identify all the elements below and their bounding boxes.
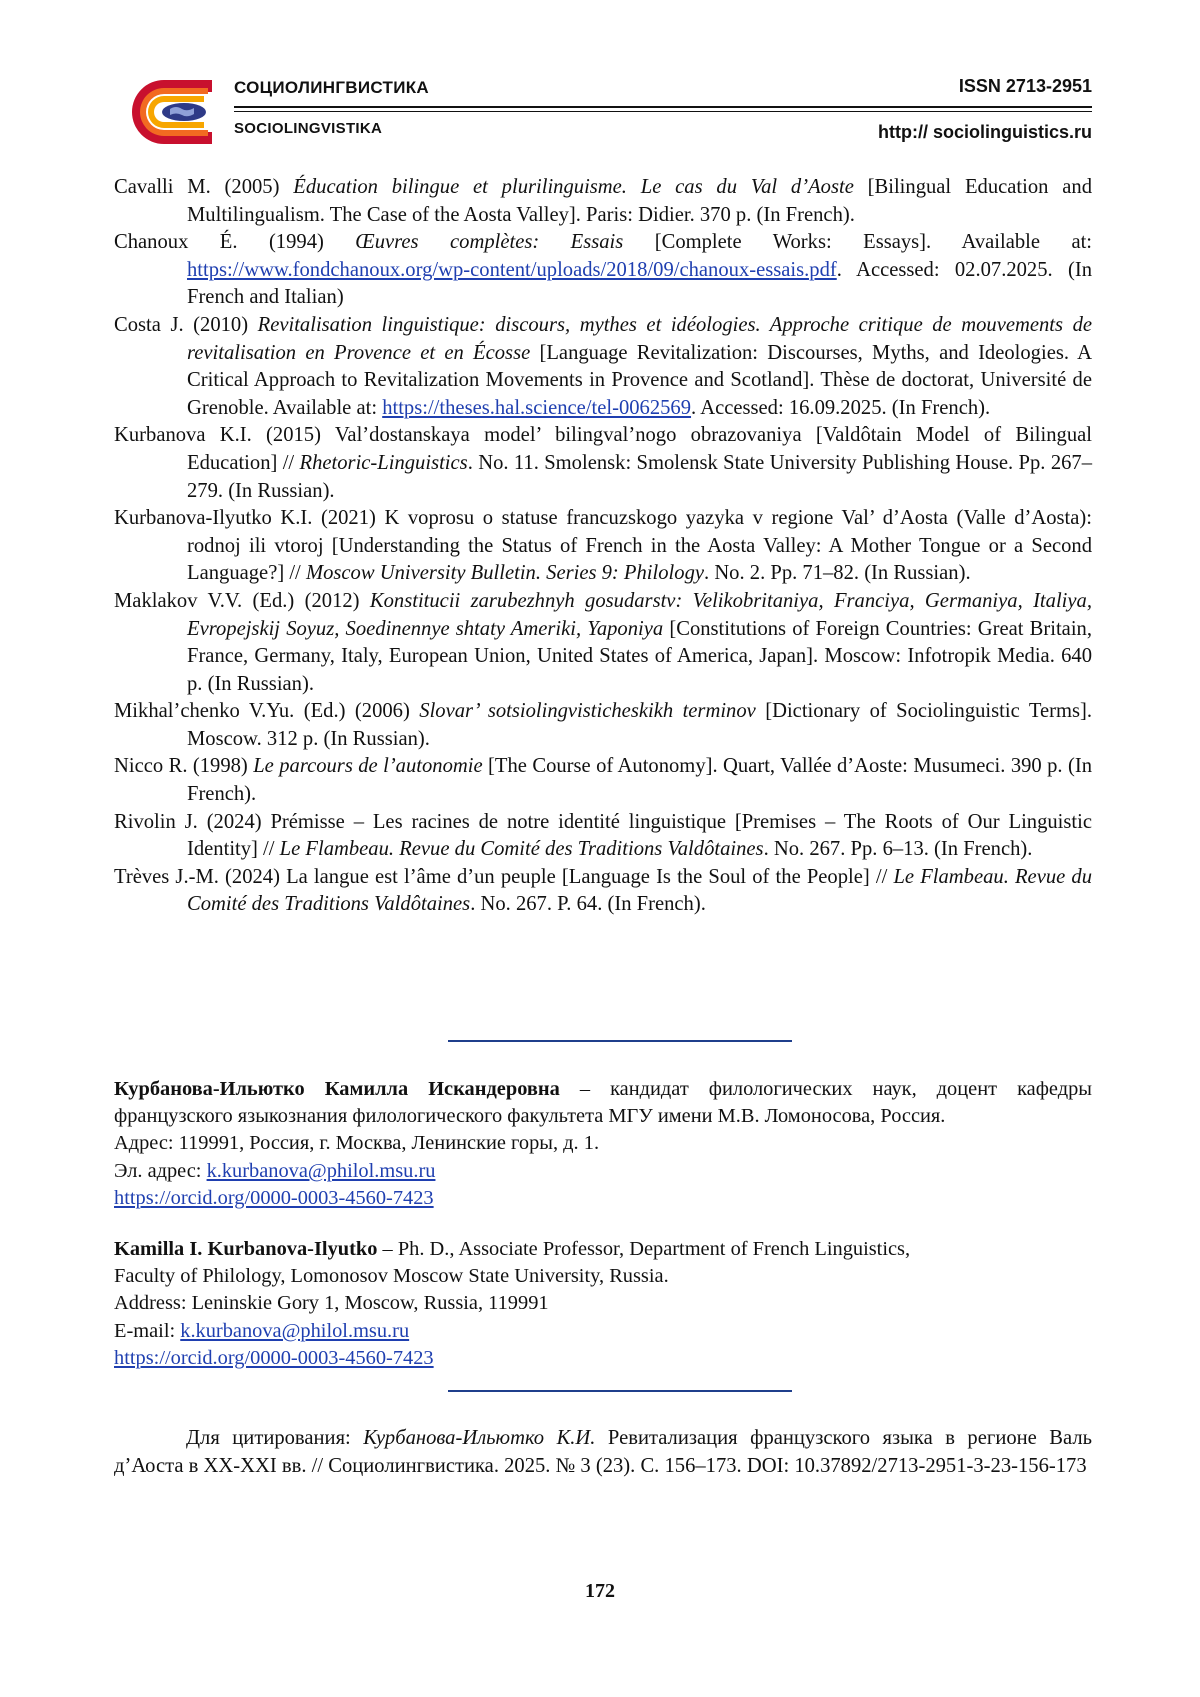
page-header xyxy=(112,66,1092,156)
citation-text: Ревитализация французского языка в регионе Валь д’Аоста в XX-XXI вв. // Социолингвистика. 2025. № 3 (23). С. 156–173. DOI: 10.37892/2713-2951-3-23-156-173 xyxy=(114,1427,1093,1477)
header-rule xyxy=(234,106,1092,108)
ref-title: Éducation bilingue et plurilinguisme. Le cas du Val d’Aoste xyxy=(293,176,854,198)
reference-item xyxy=(114,753,1092,808)
ref-details: . No. 267. P. 64. (In French). xyxy=(470,893,706,916)
ref-details: [Bilingual Education and Multilingualism. The Case of the Aosta Valley]. Paris: Didier. 370 p. (In French). xyxy=(187,176,1092,226)
ref-author: Kurbanova K.I. (2015) Val’dostanskaya model’ bilingval’nogo obrazovaniya [Valdôtain Model of Bilingual Education] // xyxy=(114,424,1092,474)
header-rule-thin xyxy=(234,111,1092,112)
ref-details: [Language Revitalization: Discourses, Myths, and Ideologies. A Critical Approach to Revitalization Movements in Provence and Scotland]. Thèse de doctorat, Université de Grenoble. Available at: xyxy=(187,341,1092,419)
author-ru-desc: – кандидат филологических наук, доцент кафедры французского языкознания филологического факультета МГУ имени М.В. Ломоносова, Россия. xyxy=(114,1078,1092,1128)
ref-author: Costa J. (2010) xyxy=(114,313,258,336)
reference-list xyxy=(114,174,1092,919)
ref-title: Konstitucii zarubezhnyh gosudarstv: Velikobritaniya, Franciya, Germaniya, Italiya, Evropejskij Soyuz, Soedinennye shtaty Ameriki, Yaponiya xyxy=(187,589,1092,640)
ref-author: Trèves J.-M. (2024) La langue est l’âme d’un peuple [Language Is the Soul of the People] // xyxy=(114,865,894,888)
ref-title: Rhetoric-Linguistics xyxy=(299,451,468,474)
journal-title-en: SOCIOLINGVISTIKA xyxy=(234,120,383,137)
ref-details: [Complete Works: Essays]. Available at: xyxy=(623,231,1093,254)
journal-logo-icon xyxy=(112,72,216,152)
ref-title: Le parcours de l’autonomie xyxy=(253,755,483,778)
reference-item xyxy=(114,809,1092,864)
author-en-affiliation: Faculty of Philology, Lomonosov Moscow State University, Russia. xyxy=(114,1265,669,1288)
citation xyxy=(114,1424,1092,1480)
ref-title: Slovar’ sotsiolingvisticheskikh terminov xyxy=(419,700,756,723)
section-divider xyxy=(448,1390,792,1392)
reference-item xyxy=(114,505,1092,588)
author-en-bio xyxy=(114,1236,1092,1263)
ref-details: . No. 267. Pp. 6–13. (In French). xyxy=(763,838,1033,861)
section-divider xyxy=(448,1040,792,1042)
ref-title: Revitalisation linguistique: discours, mythes et idéologies. Approche critique de mouvements de revitalisation en Provence et en Écosse xyxy=(187,313,1093,364)
citation-authors: Курбанова-Ильютко К.И. xyxy=(363,1427,596,1449)
author-ru-email-line xyxy=(114,1158,1092,1185)
ref-title: Œuvres complètes: Essais xyxy=(355,231,624,254)
author-en-email-line xyxy=(114,1318,1092,1345)
author-en-orcid-link[interactable]: https://orcid.org/0000-0003-4560-7423 xyxy=(114,1346,434,1369)
ref-author: Mikhal’chenko V.Yu. (Ed.) (2006) xyxy=(114,700,420,723)
ref-title: Le Flambeau. Revue du Comité des Traditions Valdôtaines xyxy=(187,865,1093,916)
author-en-orcid-line xyxy=(114,1345,1092,1372)
author-en-address: Address: Leninskie Gory 1, Moscow, Russia, 119991 xyxy=(114,1292,549,1315)
ref-title: Le Flambeau. Revue du Comité des Traditions Valdôtaines xyxy=(279,838,764,861)
ref-author: Nicco R. (1998) xyxy=(114,755,254,778)
reference-item xyxy=(114,312,1092,422)
author-ru-orcid-link[interactable]: https://orcid.org/0000-0003-4560-7423 xyxy=(114,1186,434,1209)
ref-details: [Dictionary of Sociolinguistic Terms]. Moscow. 312 p. (In Russian). xyxy=(187,700,1092,750)
ref-author: Chanoux É. (1994) xyxy=(114,231,356,254)
reference-item xyxy=(114,588,1092,698)
issn: ISSN 2713-2951 xyxy=(958,76,1092,96)
reference-item xyxy=(114,864,1092,919)
ref-author: Kurbanova-Ilyutko K.I. (2021) K voprosu o statuse francuzskogo yazyka v regione Val’ d’Aosta (Valle d’Aosta): rodnoj ili vtoroj [Understanding the Status of French in the Aosta Valley: A Mother Tongue or a Second Language?] // xyxy=(114,507,1092,585)
author-info-en xyxy=(114,1236,1092,1372)
author-en-email-label: E-mail: xyxy=(114,1319,181,1342)
author-en-desc: – Ph. D., Associate Professor, Department of French Linguistics, xyxy=(377,1238,911,1260)
author-en-email-link[interactable]: k.kurbanova@philol.msu.ru xyxy=(180,1319,410,1342)
ref-title: Moscow University Bulletin. Series 9: Philology xyxy=(305,562,705,585)
ref-details: [Constitutions of Foreign Countries: Great Britain, France, Germany, Italy, European Union, United States of America, Japan]. Moscow: Infotropik Media. 640 p. (In Russian). xyxy=(187,617,1092,695)
author-ru-email-label: Эл. адрес: xyxy=(114,1159,207,1182)
reference-item xyxy=(114,229,1092,312)
author-ru-name: Курбанова-Ильютко Камилла Искандеровна xyxy=(114,1078,560,1100)
ref-access: . Accessed: 16.09.2025. (In French). xyxy=(691,396,991,419)
ref-author: Rivolin J. (2024) Prémisse – Les racines de notre identité linguistique [Premises – The Roots of Our Linguistic Identity] // xyxy=(114,810,1092,861)
author-info-ru xyxy=(114,1076,1092,1212)
author-en-name: Kamilla I. Kurbanova-Ilyutko xyxy=(114,1238,378,1260)
citation-label: Для цитирования: xyxy=(186,1427,364,1449)
journal-title-ru: СОЦИОЛИНГВИСТИКА xyxy=(234,78,429,97)
ref-details: . No. 2. Pp. 71–82. (In Russian). xyxy=(704,562,971,585)
ref-link[interactable]: https://theses.hal.science/tel-0062569 xyxy=(382,396,692,419)
author-ru-orcid-line xyxy=(114,1185,1092,1212)
ref-author: Maklakov V.V. (Ed.) (2012) xyxy=(114,589,370,612)
ref-link[interactable]: https://www.fondchanoux.org/wp-content/uploads/2018/09/chanoux-essais.pdf xyxy=(187,258,837,281)
reference-item xyxy=(114,422,1092,505)
reference-item xyxy=(114,174,1092,229)
ref-access: . Accessed: 02.07.2025. (In French and Italian) xyxy=(187,258,1092,309)
author-ru-bio xyxy=(114,1076,1092,1130)
ref-author: Cavalli M. (2005) xyxy=(114,176,294,198)
journal-site[interactable]: http:// sociolinguistics.ru xyxy=(877,122,1092,142)
ref-details: [The Course of Autonomy]. Quart, Vallée d’Aoste: Musumeci. 390 p. (In French). xyxy=(187,755,1093,806)
author-ru-address: Адрес: 119991, Россия, г. Москва, Ленинские горы, д. 1. xyxy=(114,1132,600,1155)
ref-details: . No. 11. Smolensk: Smolensk State University Publishing House. Pp. 267–279. (In Russian). xyxy=(187,451,1093,502)
page-number: 172 xyxy=(585,1580,615,1602)
author-ru-email-link[interactable]: k.kurbanova@philol.msu.ru xyxy=(206,1159,436,1182)
reference-item xyxy=(114,698,1092,753)
